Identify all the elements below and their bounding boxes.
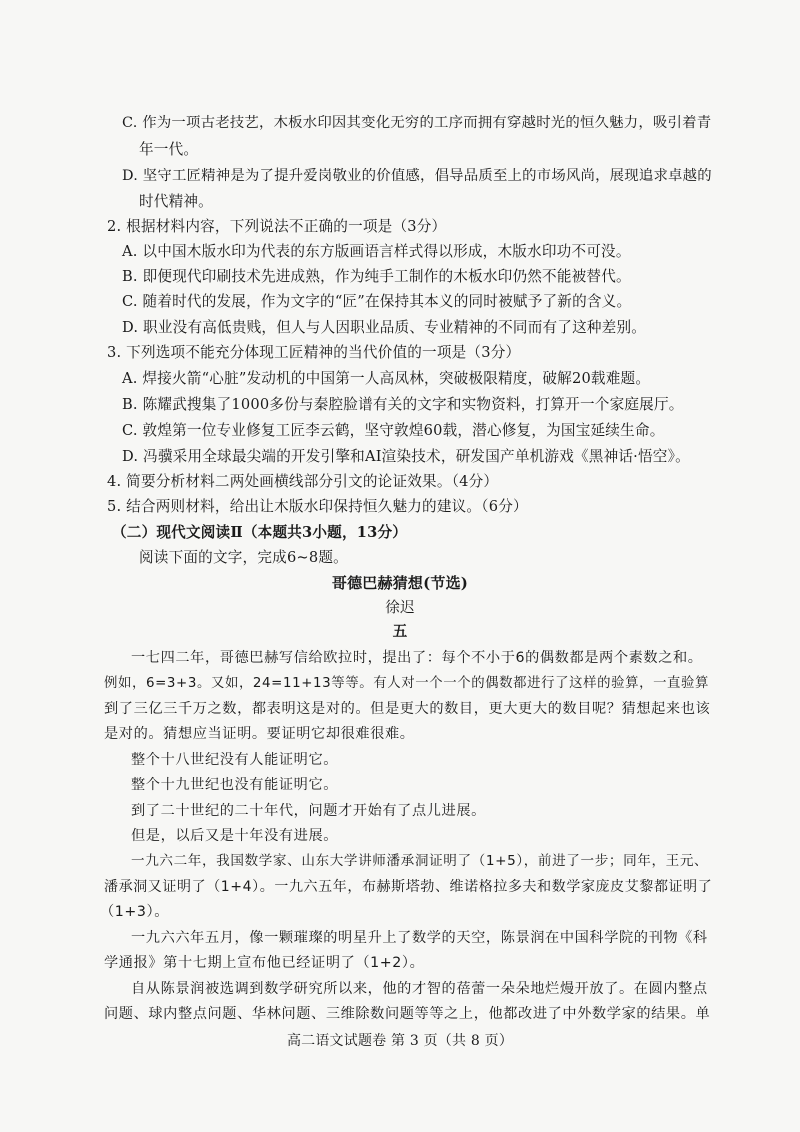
article-line: （1+3）。 [100,904,170,920]
q2-option-b: B. 即便现代印刷技术先进成熟，作为纯手工制作的木板水印仍然不能被替代。 [122,268,631,285]
article-line: 自从陈景润被选调到数学研究所以来，他的才智的蓓蕾一朵朵地烂熳开放了。在圆内整点 [131,981,708,997]
article-line: 是对的。猜想应当证明。要证明它却很难很难。 [104,726,415,742]
q2-stem: 2. 根据材料内容，下列说法不正确的一项是（3分） [107,218,447,235]
article-line: 例如，6=3+3。又如，24=11+13等等。有人对一个一个的偶数都进行了这样的验算，一直验算 [104,676,710,691]
q3-option-b: B. 陈耀武搜集了1000多份与秦腔脸谱有关的文字和实物资料，打算开一个家庭展厅。 [122,396,684,413]
q4-stem: 4. 简要分析材料二两处画横线部分引文的论证效果。（4分） [107,473,499,490]
q1-option-d: D. 坚守工匠精神是为了提升爱岗敬业的价值感，倡导品质至上的市场风尚，展现追求卓越的 [122,168,712,184]
q3-option-c: C. 敦煌第一位专业修复工匠李云鹤，坚守敦煌60载，潜心修复，为国宝延续生命。 [122,422,665,439]
article-line: 到了二十世纪的二十年代，问题才开始有了点儿进展。 [131,803,486,819]
article-line: 一九六二年，我国数学家、山东大学讲师潘承洞证明了（1+5），前进了一步；同年，王元、 [131,853,709,869]
q2-option-c: C. 随着时代的发展，作为文字的“匠”在保持其本义的同时被赋予了新的含义。 [122,293,632,310]
article-author: 徐迟 [385,599,415,616]
q2-option-a: A. 以中国木版水印为代表的东方版画语言样式得以形成，木版水印功不可没。 [122,243,631,260]
q3-option-a: A. 焊接火箭“心脏”发动机的中国第一人高凤林，突破极限精度，破解20载难题。 [122,370,651,387]
section-instruction: 阅读下面的文字，完成6~8题。 [139,549,348,566]
q3-option-d: D. 冯骥采用全球最尖端的开发引擎和AI渲染技术，研发国产单机游戏《黑神话·悟空》。 [122,448,690,465]
article-line: 一七四二年，哥德巴赫写信给欧拉时，提出了：每个不小于6的偶数都是两个素数之和。 [131,650,703,666]
article-line: 学通报》第十七期上宣布他已经证明了（1+2）。 [104,955,425,971]
q3-stem: 3. 下列选项不能充分体现工匠精神的当代价值的一项是（3分） [107,344,521,361]
article-line: 但是，以后又是十年没有进展。 [131,828,339,844]
q2-option-d: D. 职业没有高低贵贱，但人与人因职业品质、专业精神的不同而有了这种差别。 [122,319,647,336]
page-footer: 高二语文试题卷 第 3 页（共 8 页） [286,1033,514,1049]
article-chapter: 五 [392,623,408,640]
article-line: 潘承洞又证明了（1+4）。一九六五年，布赫斯塔勃、维诺格拉多夫和数学家庞皮艾黎都证明了 [104,879,713,895]
q1-option-c-cont: 年一代。 [139,141,199,158]
q5-stem: 5. 结合两则材料，给出让木版水印保持恒久魅力的建议。（6分） [107,498,528,515]
article-line: 整个十八世纪没有人能证明它。 [131,752,339,768]
article-line: 整个十九世纪也没有能证明它。 [131,777,339,793]
article-line: 到了三亿三千万之数，都表明这是对的。但是更大的数目，更大更大的数目呢？猜想起来也该 [104,701,711,717]
q1-option-d-cont: 时代精神。 [139,193,213,210]
section-heading: （二）现代文阅读Ⅱ（本题共3小题，13分） [112,524,408,541]
article-line: 一九六六年五月，像一颗璀璨的明星升上了数学的天空，陈景润在中国科学院的刊物《科 [131,930,708,946]
article-title: 哥德巴赫猜想(节选) [331,574,469,592]
article-line: 问题、球内整点问题、华林问题、三维除数问题等等之上，他都改进了中外数学家的结果。单 [104,1006,711,1022]
q1-option-c: C. 作为一项古老技艺，木板水印因其变化无穷的工序而拥有穿越时光的恒久魅力，吸引着青 [122,115,712,131]
